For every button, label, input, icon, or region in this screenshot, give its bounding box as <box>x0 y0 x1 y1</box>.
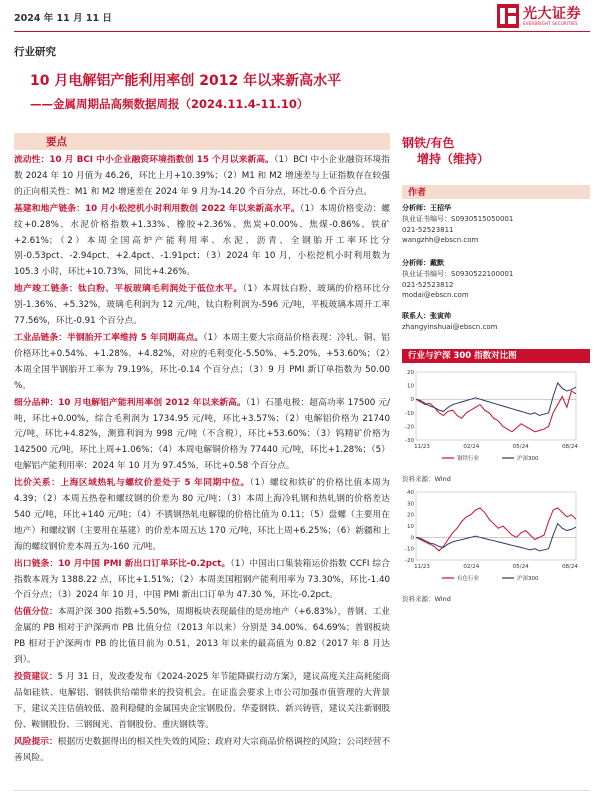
paragraph-heading: 投资建议： <box>14 672 58 682</box>
y-tick-label: -20 <box>405 558 414 564</box>
contact-email[interactable]: zhangyinshuai@ebscn.com <box>402 322 498 331</box>
logo-text: 光大证券 <box>523 6 581 22</box>
y-tick-label: -10 <box>405 546 414 553</box>
paragraph-text: （1）本周价格变动：螺纹+0.28%、水泥价格指数+1.33%、橡胶+2.36%、焦炭+0.00%、焦煤-0.86%、铁矿+2.61%；（2）本周全国高炉产能利用率、水泥、沥青、全钢胎开工率环比分别-0.53pct、-2.94pct、+2.4pct、-1.91pct；（3）2024 年 10 月，小松挖机小时利用数为 105.3 小时，环比+10.73%，同比+4.26%。 <box>14 203 390 278</box>
nonferrous-vs-csi300-chart <box>402 486 590 586</box>
y-tick-label: 20 <box>407 512 414 519</box>
paragraph-text: （1）本周主要大宗商品价格表现：冷轧、铜、铝价格环比+0.54%、+1.28%、+4.82%，对应的毛利变化-5.50%、+5.20%、+53.60%；（2）本周全国半钢胎开工率为 79.19%，环比-0.14 个百分点；（3）9 月 PMI 新订单指数为 50.00 %。 <box>14 332 390 391</box>
y-tick-label: 40 <box>407 490 414 496</box>
paragraph <box>14 735 390 767</box>
y-tick-label: 30 <box>407 501 414 508</box>
analyst-block <box>402 258 513 301</box>
paragraph-text: （1）BCI 中小企业融资环境指数 2024 年 10 月值为 46.26，环比上月+10.39%；（2）M1 和 M2 增速差与上证指数存在较强的正向相关性：M1 和 M2 增速差在 2024 年 9 月为-14.20 个百分点，环比-0.6 个百分点。 <box>14 155 390 197</box>
header-divider <box>14 31 590 32</box>
paragraph <box>14 202 390 282</box>
analyst-block <box>402 203 513 246</box>
footer-divider <box>14 790 590 791</box>
y-tick-label: 10 <box>407 383 414 390</box>
rating: 增持（维持） <box>417 152 490 166</box>
key-points-label: 要点 <box>46 136 67 148</box>
chart-heading-bar <box>402 349 590 363</box>
legend-label: 有色行业 <box>457 576 480 582</box>
x-tick-label: 05/24 <box>512 444 529 450</box>
paragraph <box>14 605 390 669</box>
authors-label: 作者 <box>408 188 427 198</box>
legend-label: 沪深300 <box>517 456 539 462</box>
paragraph-heading: 基建和地产链条：10 月小松挖机小时利用数创 2022 年以来新高水平。 <box>14 203 300 214</box>
paragraph-text: （1）中国出口集装箱运价指数 CCFI 综合指数本周为 1388.22 点，环比+1.51%；（2）本周美国粗钢产能利用率为 73.30%，环比-1.40 个百分点；（3）2024 年 10 月，中国 PMI 新出口订单为 47.30 %，环比-0.2pct。 <box>14 558 390 601</box>
y-tick-label: -20 <box>405 424 414 431</box>
paragraph-text: （1）本周钛白粉、玻璃的价格环比分别-1.36%、+5.32%，玻璃毛利润为 12 元/吨，钛白粉利润为-596 元/吨，平板玻璃本周开工率 77.56%，环比-0.91 个百分点。 <box>14 284 390 327</box>
chart-source: 资料来源：Wind <box>402 475 451 483</box>
chart-heading: 行业与沪深 300 指数对比图 <box>408 351 517 361</box>
paragraph-heading: 地产竣工链条：钛白粉、平板玻璃毛利润处于低位水平。 <box>14 284 243 295</box>
paragraph-text: （1）螺纹和铁矿的价格比值本周为 4.39；（2）本周五热卷和螺纹钢的价差为 80 元/吨；（3）本周上海冷轧钢和热轧钢的价格差达 540 元/吨，环比+140 元/吨；（4）不锈钢热轧电解镍的价格比值为 0.11；（5）盘螺（主要用在地产）和螺纹钢（主要用在基建）的价差本周五达 170 元/吨，环比上周+6.25%；（6）新疆和上海的螺纹钢价差本周五为-160 元/吨。 <box>14 478 390 552</box>
y-tick-label: 10 <box>407 524 414 530</box>
paragraph-heading: 流动性：10 月 BCI 中小企业融资环境指数创 15 个月以来新高。 <box>14 155 275 165</box>
paragraph-text: 5 月 31 日，发改委发布《2024-2025 年节能降碳行动方案》，建议高度关注高耗能商品如硅铁、电解铝、钢铁供给端带来的投资机会。在证监会要求上市公司加强市值管理的大背景下，建议关注估值较低、盈利稳健的金属国央企宝钢股份、华菱钢铁、新兴铸管，建议关注新钢股份、鞍钢股份、三钢闽光、首钢股份、重庆钢铁等。 <box>14 672 390 730</box>
paragraph <box>14 396 390 476</box>
paragraph <box>14 557 390 605</box>
paragraph-heading: 工业品链条：半钢胎开工率维持 5 年同期高点。 <box>14 332 204 343</box>
paragraph <box>14 282 390 330</box>
paragraph <box>14 476 390 556</box>
x-tick-label: 11/23 <box>414 444 430 450</box>
paragraph <box>14 331 390 395</box>
legend-label: 沪深300 <box>517 576 539 582</box>
paragraph-text: （1）石墨电极：超高功率 17500 元/吨，环比+0.00%，综合毛利润为 1734.95 元/吨，环比+3.57%；（2）电解铝价格为 21740 元/吨，环比+4.82%，测算利润为 998 元/吨（不含税），环比+53.60%；（3）钨精矿价格为 142500 元/吨，环比上周+1.06%；（4）本周电解铜价格为 77440 元/吨，环比+1.28%；（5）电解铝产能利用率：2024 年 10 月为 97.45%，环比+0.58 个百分点。 <box>14 397 390 472</box>
broker-logo <box>497 4 589 30</box>
y-tick-label: 0 <box>410 397 414 404</box>
x-tick-label: 02/24 <box>463 444 480 450</box>
series-line-1 <box>416 391 576 432</box>
paragraph-heading: 比价关系：上海区域热轧与螺纹价差处于 5 年同期中位。 <box>14 478 250 489</box>
analyst-name: 分析师：王招华 <box>402 204 451 212</box>
logo-mark-icon <box>497 4 519 28</box>
x-tick-label: 08/24 <box>562 444 578 450</box>
paragraph <box>14 670 390 734</box>
analyst-phone: 021-52523811 <box>402 225 454 234</box>
plot-frame <box>416 372 576 440</box>
steel-vs-csi300-chart <box>402 366 590 466</box>
report-subtitle: ——金属周期品高频数据周报（2024.11.4-11.10） <box>30 97 309 111</box>
y-tick-label: -10 <box>405 410 414 417</box>
legend-label: 钢铁行业 <box>457 456 480 462</box>
contact-block <box>402 311 497 333</box>
paragraph-heading: 估值分位： <box>14 607 58 618</box>
report-title: 10 月电解铝产能利用率创 2012 年以来新高水平 <box>30 73 342 89</box>
report-date: 2024 年 11 月 11 日 <box>14 13 112 24</box>
paragraph-text: 本周沪深 300 指数+5.50%，周期板块表现最佳的是房地产（+6.83%），普钢、工业金属的 PB 相对于沪深两市 PB 比值分位（2013 年以来）分别是 34.00%、64.69%；普钢板块 PB 相对于沪深两市 PB 的比值目前为 0.51，2013 年以来的最高值为 0.82（2017 年 8 月达到）。 <box>14 607 390 666</box>
paragraph-heading: 细分品种：10 月电解铝产能利用率创 2012 年以来新高。 <box>14 397 246 408</box>
report-category: 行业研究 <box>14 46 56 58</box>
x-tick-label: 11/23 <box>414 564 430 570</box>
analyst-phone: 021-52523812 <box>402 280 454 289</box>
analyst-license: 执业证书编号：S0930515050001 <box>402 214 514 223</box>
paragraph-heading: 出口链条：10 月中国 PMI 新出口订单环比-0.2pct。 <box>14 558 231 569</box>
sector-name: 钢铁/有色 <box>402 136 455 150</box>
key-points-body <box>14 153 390 767</box>
paragraph <box>14 153 390 201</box>
y-tick-label: -30 <box>405 438 414 444</box>
x-tick-label: 08/24 <box>562 564 578 570</box>
chart-source: 资料来源：Wind <box>402 595 451 603</box>
authors-header <box>402 185 590 199</box>
x-tick-label: 05/24 <box>512 564 529 570</box>
x-tick-label: 02/24 <box>463 564 480 570</box>
paragraph-heading: 风险提示： <box>14 736 58 747</box>
analyst-license: 执业证书编号：S0930522100001 <box>402 269 514 278</box>
analyst-email[interactable]: modai@ebscn.com <box>402 291 469 300</box>
series-line-1 <box>416 508 576 551</box>
analyst-name: 分析师：戴默 <box>402 259 444 267</box>
analyst-email[interactable]: wangzhh@ebscn.com <box>402 236 479 245</box>
paragraph-text: 根据历史数据得出的相关性失效的风险；政府对大宗商品价格调控的风险；公司经营不善风险。 <box>14 736 391 763</box>
contact-name: 联系人：张寅帅 <box>402 312 451 320</box>
y-tick-label: 0 <box>410 535 414 542</box>
y-tick-label: 20 <box>407 370 414 376</box>
logo-subtext: EVERBRIGHT SECURITIES <box>523 21 578 26</box>
key-points-header <box>14 133 390 150</box>
